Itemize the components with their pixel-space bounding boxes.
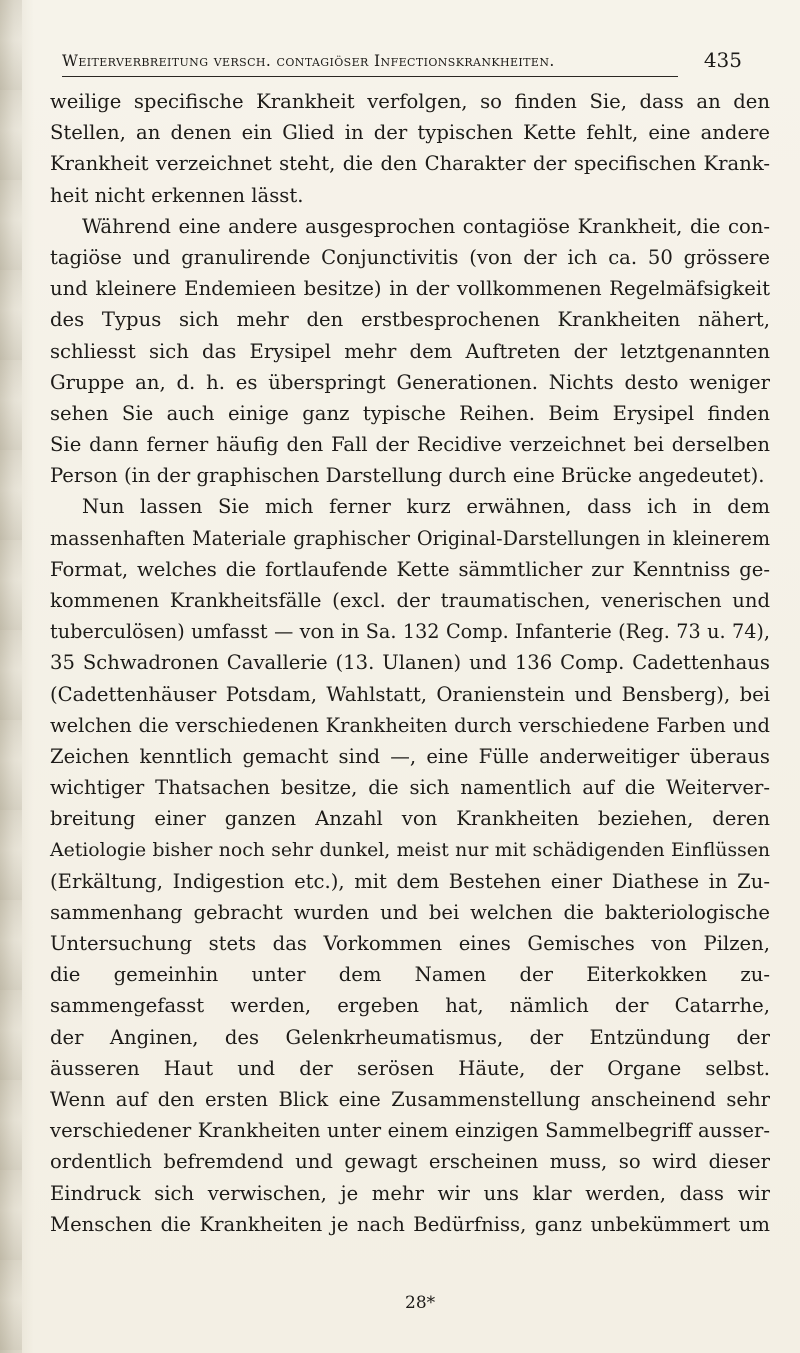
body-text <box>50 86 770 1240</box>
text-line: ordentlich befremdend und gewagt erscheinen muss, so wird dieser <box>50 1150 770 1174</box>
header-rule <box>62 76 678 77</box>
text-line: des Typus sich mehr den erstbesprochenen Krankheiten nähert, <box>50 308 770 332</box>
text-line: verschiedener Krankheiten unter einem einzigen Sammelbegriff ausser- <box>50 1119 770 1143</box>
text-line: schliesst sich das Erysipel mehr dem Auftreten der letztgenannten <box>50 339 770 363</box>
text-line: (Cadettenhäuser Potsdam, Wahlstatt, Oranienstein und Bensberg), bei <box>50 682 770 706</box>
page-number: 435 <box>703 48 742 72</box>
text-line: Aetiologie bisher noch sehr dunkel, meist nur mit schädigenden Einflüssen <box>50 839 770 861</box>
text-line: Während eine andere ausgesprochen contagiöse Krankheit, die con- <box>82 214 770 238</box>
text-line: breitung einer ganzen Anzahl von Krankheiten beziehen, deren <box>50 807 770 831</box>
page-gutter-shadow <box>0 0 22 1353</box>
text-line: tuberculösen) umfasst — von in Sa. 132 Comp. Infanterie (Reg. 73 u. 74), <box>50 620 770 644</box>
running-title: Weiterverbreitung versch. contagiöser Infectionskrankheiten. <box>62 52 555 70</box>
text-line: heit nicht erkennen lässt. <box>50 183 304 207</box>
text-line: der Anginen, des Gelenkrheumatismus, der Entzündung der <box>50 1025 770 1049</box>
text-line: und kleinere Endemieen besitze) in der vollkommenen Regelmäfsigkeit <box>50 277 770 301</box>
text-line: Wenn auf den ersten Blick eine Zusammenstellung anscheinend sehr <box>50 1088 770 1111</box>
text-line: (Erkältung, Indigestion etc.), mit dem Bestehen einer Diathese in Zu- <box>50 869 770 893</box>
text-line: Untersuchung stets das Vorkommen eines Gemisches von Pilzen, <box>50 932 770 956</box>
text-line: 35 Schwadronen Cavallerie (13. Ulanen) und 136 Comp. Cadettenhaus <box>50 651 770 675</box>
signature-mark: 28* <box>405 1293 436 1313</box>
text-line: Zeichen kenntlich gemacht sind —, eine Fülle anderweitiger überaus <box>50 744 770 768</box>
text-line: welchen die verschiedenen Krankheiten durch verschiedene Farben und <box>50 713 770 737</box>
text-line: Stellen, an denen ein Glied in der typischen Kette fehlt, eine andere <box>50 121 770 145</box>
text-line: sammengefasst werden, ergeben hat, nämlich der Catarrhe, <box>50 994 770 1018</box>
text-line: weilige specifische Krankheit verfolgen, so finden Sie, dass an den <box>50 90 770 113</box>
text-line: Nun lassen Sie mich ferner kurz erwähnen, dass ich in dem <box>82 495 770 519</box>
text-line: kommenen Krankheitsfälle (excl. der traumatischen, venerischen und <box>50 589 770 612</box>
text-line: Person (in der graphischen Darstellung durch eine Brücke angedeutet). <box>50 464 765 488</box>
text-line: Sie dann ferner häufig den Fall der Recidive verzeichnet bei derselben <box>50 433 770 457</box>
text-line: Menschen die Krankheiten je nach Bedürfniss, ganz unbekümmert um <box>50 1212 770 1236</box>
running-head <box>62 48 742 78</box>
text-line: äusseren Haut und der serösen Häute, der Organe selbst. <box>50 1056 770 1080</box>
text-line: wichtiger Thatsachen besitze, die sich namentlich auf die Weiterver- <box>50 776 770 800</box>
text-line: Gruppe an, d. h. es überspringt Generationen. Nichts desto weniger <box>50 370 770 394</box>
text-line: massenhaften Materiale graphischer Original-Darstellungen in kleinerem <box>50 526 770 550</box>
text-line: sehen Sie auch einige ganz typische Reihen. Beim Erysipel finden <box>50 401 770 425</box>
text-line: Eindruck sich verwischen, je mehr wir uns klar werden, dass wir <box>50 1181 770 1205</box>
text-line: Format, welches die fortlaufende Kette sämmtlicher zur Kenntniss ge- <box>50 557 770 581</box>
text-line: tagiöse und granulirende Conjunctivitis (von der ich ca. 50 grössere <box>50 245 770 269</box>
text-line: sammenhang gebracht wurden und bei welchen die bakteriologische <box>50 900 770 924</box>
text-line: Krankheit verzeichnet steht, die den Charakter der specifischen Krank- <box>50 152 770 176</box>
text-line: die gemeinhin unter dem Namen der Eiterkokken zu- <box>50 963 770 987</box>
